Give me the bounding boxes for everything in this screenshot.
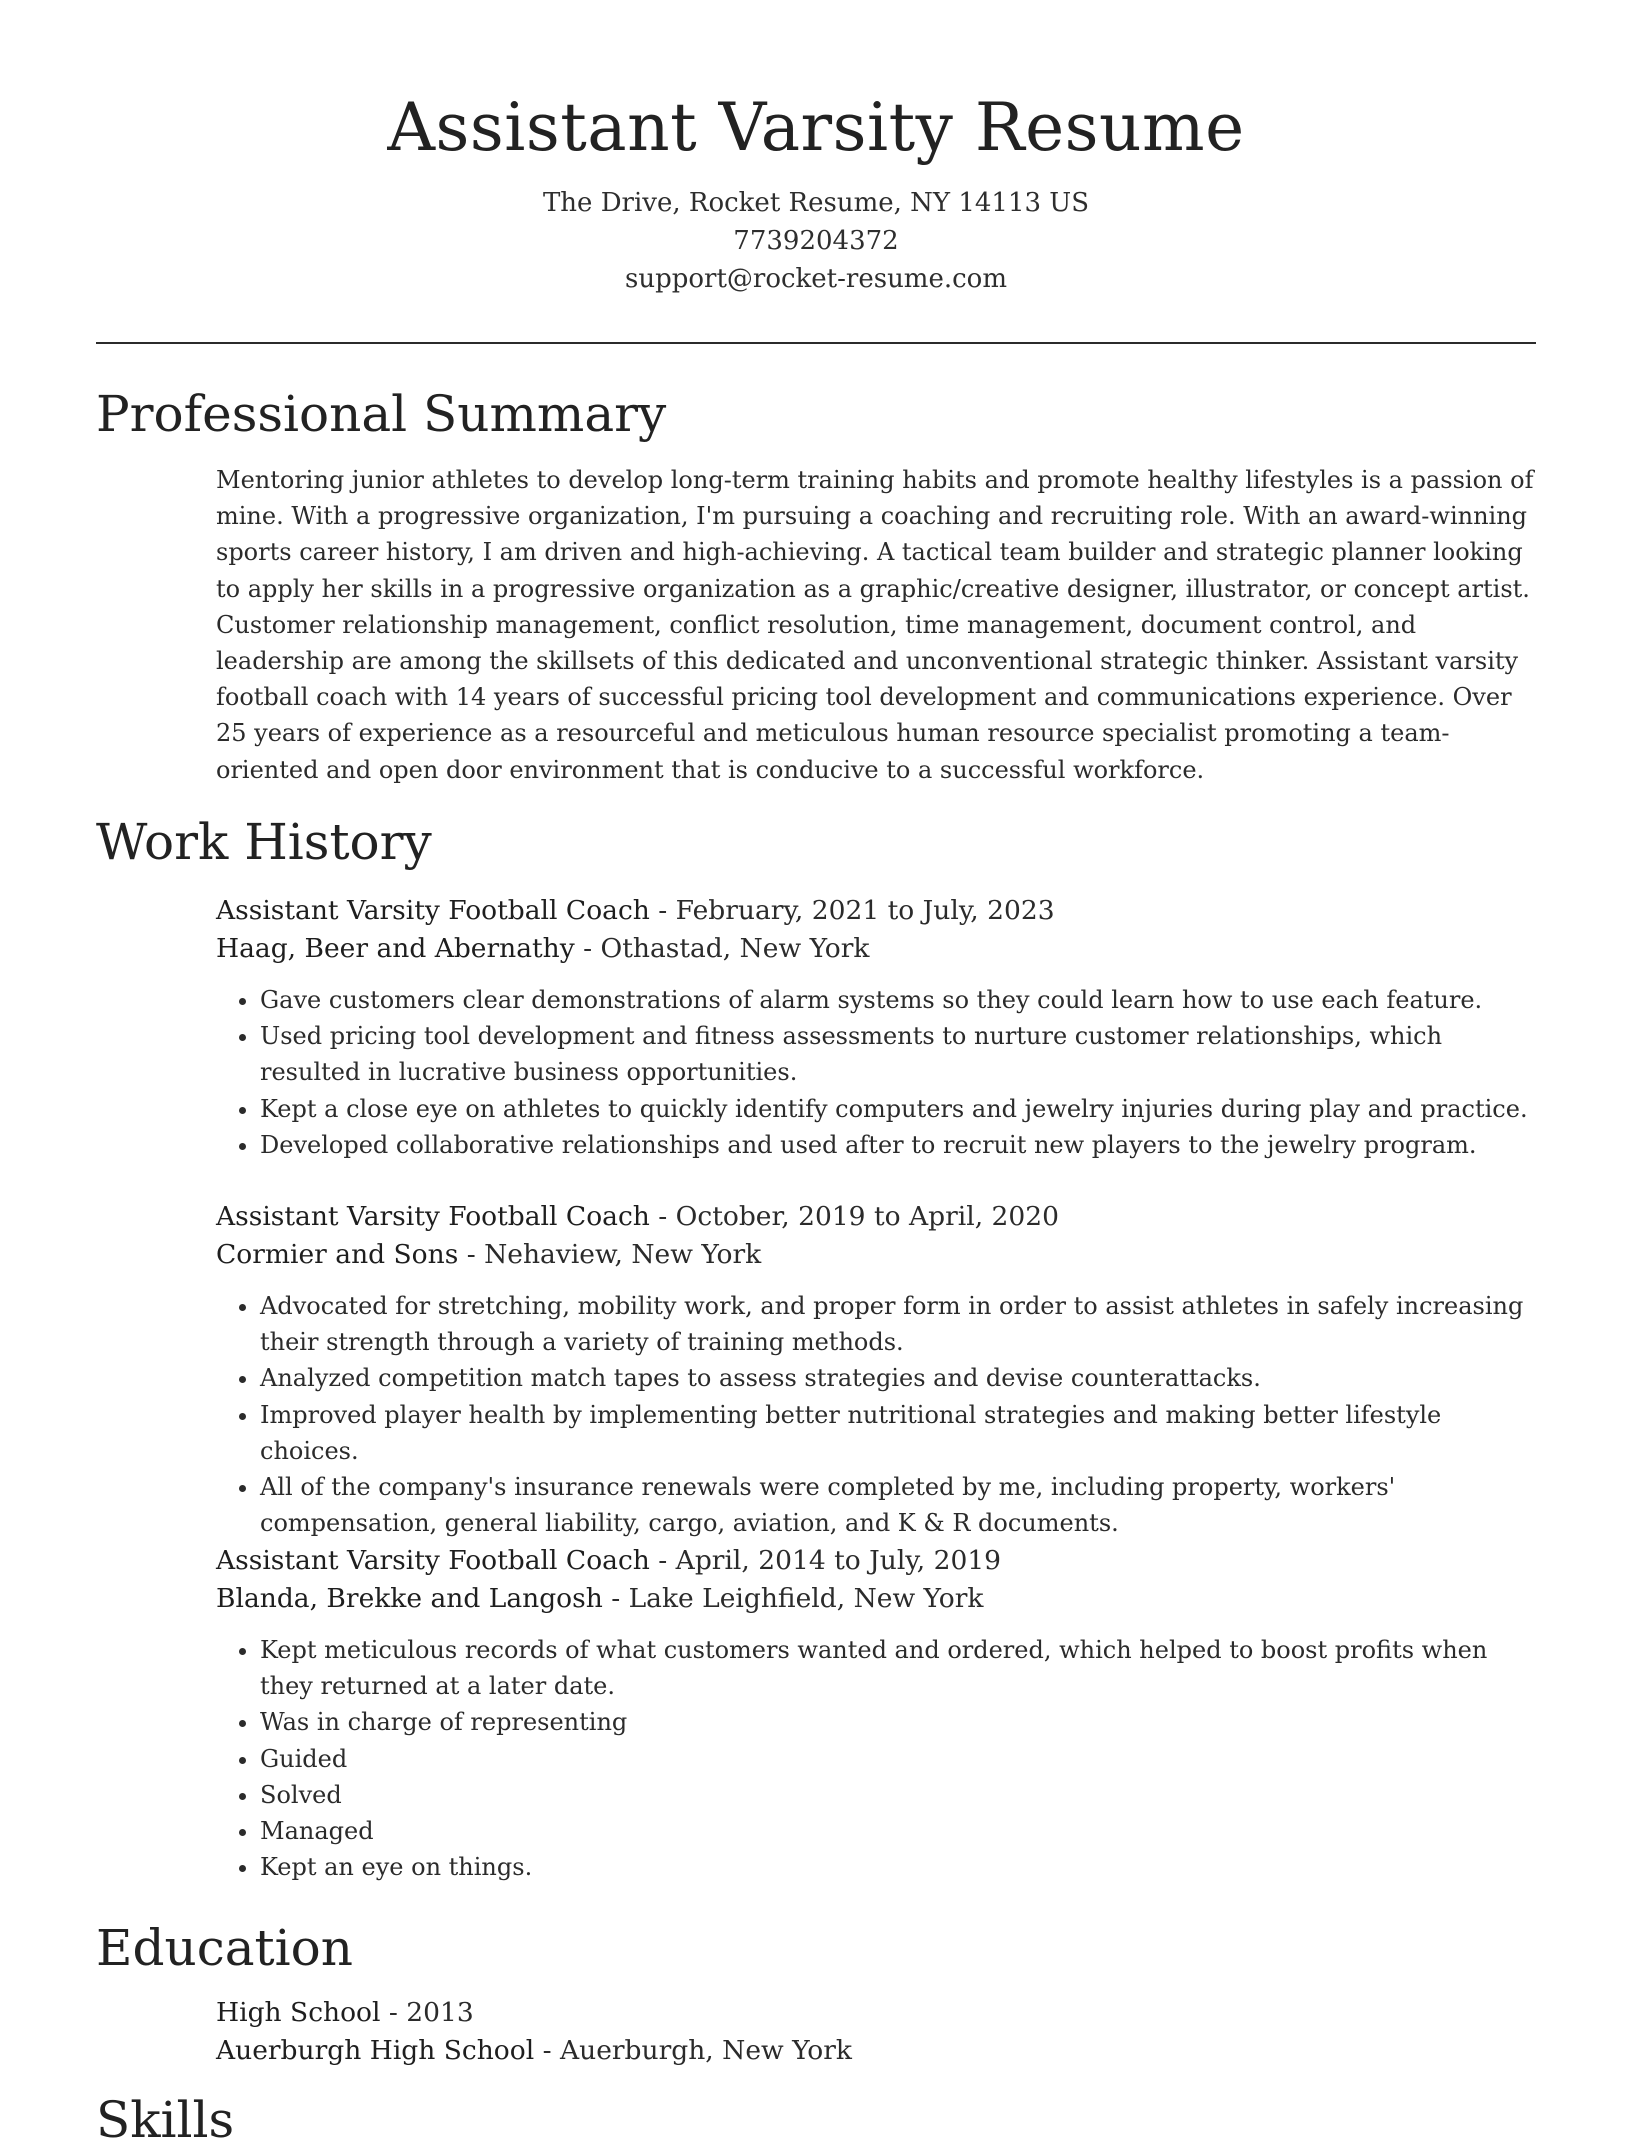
education-school: Auerburgh High School: [216, 2035, 535, 2066]
job-bullet: • Used pricing tool development and fitness assessments to nurture customer relationships, which resulted in lucrative business opportunities.: [260, 1018, 1536, 1090]
contact-email: support@rocket-resume.com: [624, 264, 1007, 294]
job-title-line: [216, 892, 1536, 930]
job-bullet: • Solved: [260, 1777, 1536, 1813]
summary-text: Mentoring junior athletes to develop long-term training habits and promote healthy lifestyles is a passion of mine. With a progressive organization, I'm pursuing a coaching and recruiting role. With an award-winning sports career history, I am driven and high-achieving. A tactical team builder and strategic planner looking to apply her skills in a progressive organization as a graphic/creative designer, illustrator, or concept artist. Customer relationship management, conflict resolution, time management, document control, and leadership are among the skillsets of this dedicated and unconventional strategic thinker. Assistant varsity football coach with 14 years of successful pricing tool development and communications experience. Over 25 years of experience as a resourceful and meticulous human resource specialist promoting a team-oriented and open door environment that is conducive to a successful workforce.: [216, 466, 1534, 784]
job-company: Cormier and Sons: [216, 1239, 459, 1270]
education-location: - Auerburgh, New York: [534, 2035, 852, 2066]
job-title: Assistant Varsity Football Coach: [216, 1545, 650, 1576]
job-bullet: • Developed collaborative relationships and used after to recruit new players to the jewelry program.: [260, 1127, 1536, 1163]
header-divider: [96, 342, 1536, 344]
job-bullet: • Kept meticulous records of what customers wanted and ordered, which helped to boost profits when they returned at a later date.: [260, 1632, 1536, 1704]
education-year: - 2013: [380, 1997, 474, 2028]
education-school-line: [216, 2032, 1536, 2070]
job-company-line: [216, 1580, 1536, 1618]
resume-header: [0, 0, 1632, 298]
job-location: - Lake Leighfield, New York: [602, 1583, 984, 1614]
job-bullets: [216, 982, 1536, 1163]
job-bullet: • Managed: [260, 1813, 1536, 1849]
job-title-line: [216, 1198, 1536, 1236]
education-entry: [216, 1994, 1536, 2070]
job-title-line: [216, 1542, 1536, 1580]
work-history-heading: Work History: [96, 813, 432, 871]
job-dates: - April, 2014 to July, 2019: [649, 1545, 1002, 1576]
job-bullets: [216, 1288, 1536, 1541]
job-bullet: • Advocated for stretching, mobility work, and proper form in order to assist athletes in safely increasing their strength through a variety of training methods.: [260, 1288, 1536, 1360]
summary-heading: Professional Summary: [96, 385, 667, 443]
education-heading: Education: [96, 1919, 353, 1977]
job-entry: [216, 1198, 1536, 1541]
job-dates: - February, 2021 to July, 2023: [649, 895, 1055, 926]
job-entry: [216, 892, 1536, 1163]
job-title: Assistant Varsity Football Coach: [216, 895, 650, 926]
job-company-line: [216, 1236, 1536, 1274]
skills-heading: Skills: [96, 2091, 235, 2149]
job-bullet: • All of the company's insurance renewals were completed by me, including property, workers' compensation, general liability, cargo, aviation, and K & R documents.: [260, 1469, 1536, 1541]
job-bullet: • Was in charge of representing: [260, 1704, 1536, 1740]
job-company-line: [216, 930, 1536, 968]
job-location: - Othastad, New York: [574, 933, 870, 964]
job-bullet: • Kept a close eye on athletes to quickly identify computers and jewelry injuries during play and practice.: [260, 1091, 1536, 1127]
job-bullet: • Kept an eye on things.: [260, 1849, 1536, 1885]
job-location: - Nehaview, New York: [458, 1239, 762, 1270]
job-dates: - October, 2019 to April, 2020: [649, 1201, 1059, 1232]
education-degree-line: [216, 1994, 1536, 2032]
job-company: Blanda, Brekke and Langosh: [216, 1583, 603, 1614]
contact-phone: 7739204372: [733, 226, 899, 256]
job-company: Haag, Beer and Abernathy: [216, 933, 575, 964]
job-bullet: • Guided: [260, 1741, 1536, 1777]
resume-name: Assistant Varsity Resume: [387, 89, 1245, 166]
job-title: Assistant Varsity Football Coach: [216, 1201, 650, 1232]
contact-address: The Drive, Rocket Resume, NY 14113 US: [542, 188, 1090, 218]
job-entry: [216, 1542, 1536, 1885]
job-bullets: [216, 1632, 1536, 1885]
education-degree: High School: [216, 1997, 381, 2028]
job-bullet: • Improved player health by implementing better nutritional strategies and making better lifestyle choices.: [260, 1397, 1536, 1469]
job-bullet: • Gave customers clear demonstrations of alarm systems so they could learn how to use each feature.: [260, 982, 1536, 1018]
job-bullet: • Analyzed competition match tapes to assess strategies and devise counterattacks.: [260, 1360, 1536, 1396]
